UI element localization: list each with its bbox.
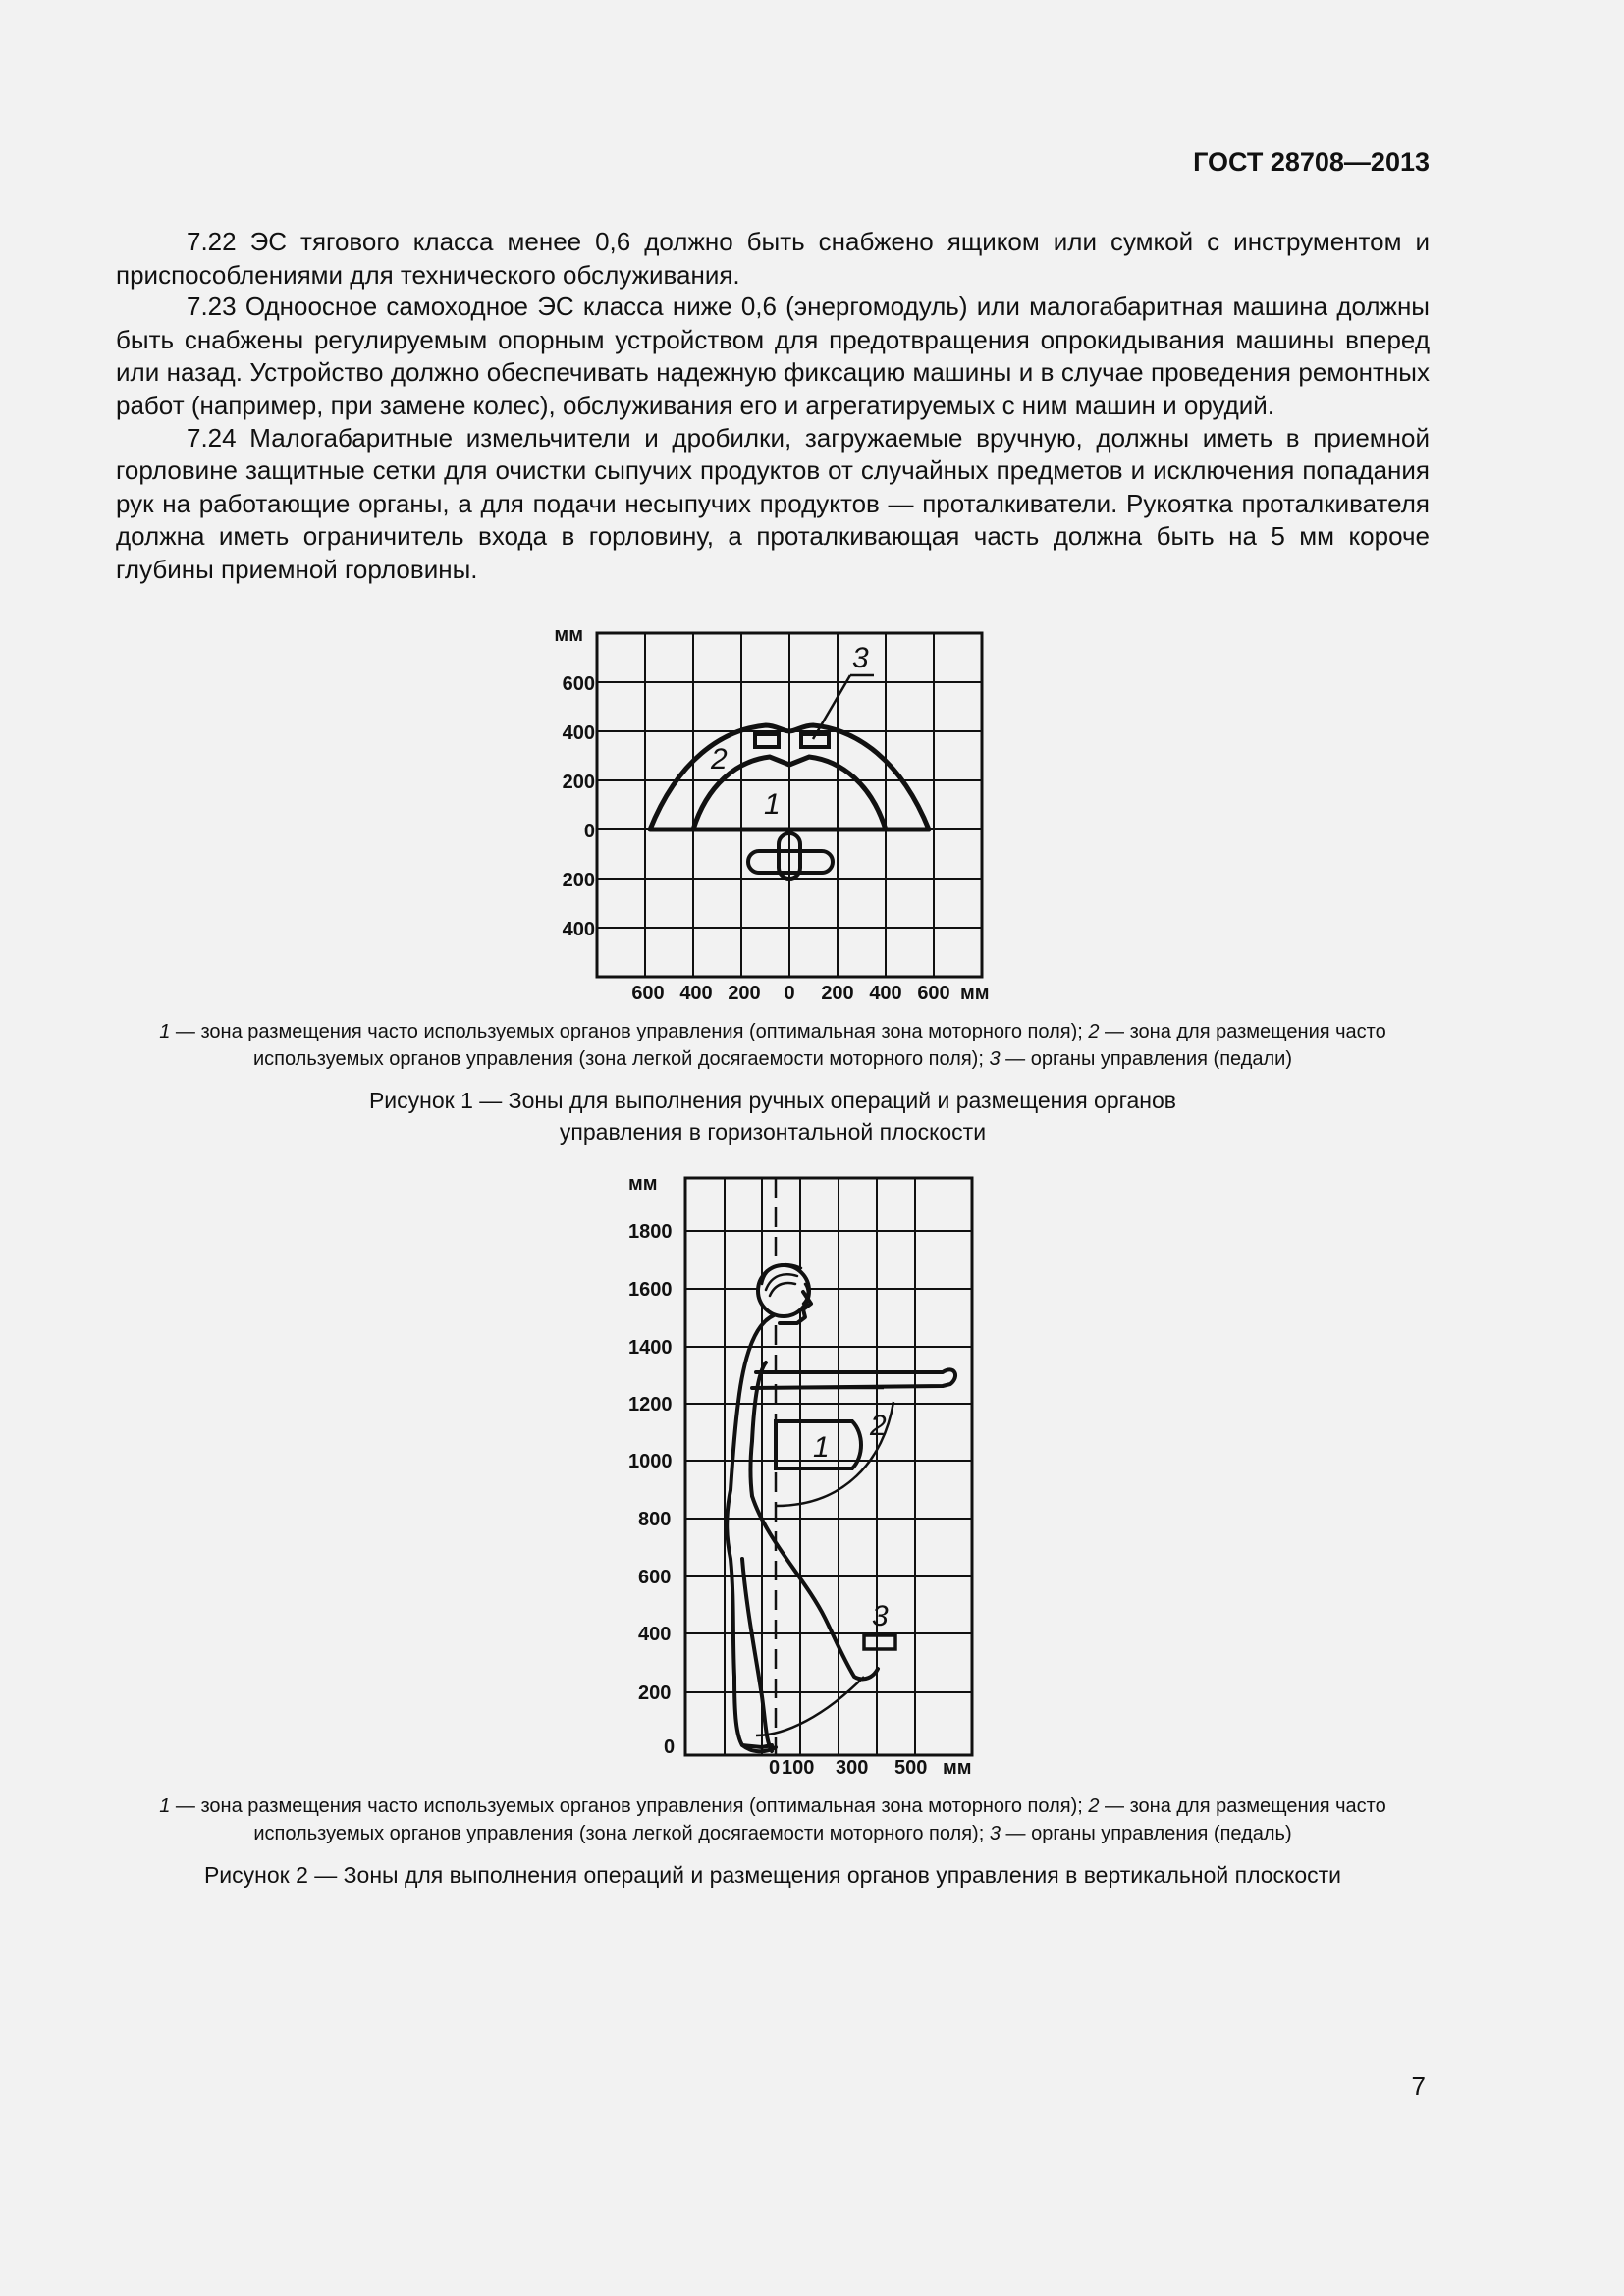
paragraph-7-23: 7.23 Одноосное самоходное ЭС класса ниже 0,6 (энергомодуль) или малогабаритная машина должны быть снабжены регулируемым опорным устройством для предотвращения опрокидывания машины вперед или назад. Устройство должно обеспечивать надежную фиксацию машины и в случае проведения ремонтных работ (например, при замене колес), обслуживания его и агрегатируемых с ним машин и орудий. [116, 292, 1430, 420]
paragraph-7-22: 7.22 ЭС тягового класса менее 0,6 должно быть снабжено ящиком или сумкой с инструментом и приспособлениями для технического обслуживания. [116, 227, 1430, 290]
y-tick: 1400 [628, 1337, 673, 1359]
x-tick: 0 [784, 983, 795, 1004]
arm-upper [751, 1362, 767, 1496]
y-tick: 1800 [628, 1221, 673, 1243]
figure-1-legend: 1 — зона размещения часто используемых органов управления (оптимальная зона моторного поля); 2 — зона для размещения часто используемых органов управления (зона легкой досягаемости моторного поля); 3 — органы управления (педали) [159, 1021, 1386, 1070]
figure-2-legend: 1 — зона размещения часто используемых органов управления (оптимальная зона моторного поля); 2 — зона для размещения часто используемых органов управления (зона легкой досягаемости моторного поля); 3 — органы управления (педаль) [159, 1795, 1386, 1844]
zone-2-lower-arc [756, 1677, 864, 1735]
arm-extended [752, 1369, 955, 1388]
control-rect-left [755, 734, 779, 747]
figure-1-x-ticks [631, 983, 989, 1004]
zone-label-2: 2 [870, 1410, 887, 1442]
y-tick: 600 [638, 1567, 672, 1588]
x-tick: 600 [631, 983, 665, 1004]
y-tick: 0 [664, 1736, 676, 1758]
y-tick: 200 [638, 1682, 672, 1704]
x-tick: 200 [821, 983, 854, 1004]
zone-label-1: 1 [813, 1431, 830, 1464]
figure-1-y-ticks [563, 673, 595, 940]
y-tick: 1600 [628, 1279, 673, 1301]
x-tick: 600 [917, 983, 950, 1004]
figure-1-diagram [530, 623, 1011, 1016]
y-axis-unit: мм [554, 624, 583, 646]
y-tick: 800 [638, 1509, 672, 1530]
pedal-rect [864, 1635, 895, 1649]
figure-1-title: Рисунок 1 — Зоны для выполнения ручных операций и размещения органов управления в горизонтальной плоскости [368, 1088, 1177, 1145]
y-tick: 200 [562, 870, 595, 891]
y-tick: 400 [562, 919, 595, 940]
y-tick: 200 [562, 772, 595, 793]
x-tick: 400 [869, 983, 902, 1004]
paragraph-7-24: 7.24 Малогабаритные измельчители и дробилки, загружаемые вручную, должны иметь в приемной горловине защитные сетки для очистки сыпучих продуктов от случайных предметов и исключения попадания рук на работающие органы, а для подачи несыпучих продуктов — проталкиватели. Рукоятка проталкивателя должна иметь ограничитель входа в горловину, а проталкивающая часть должна быть на 5 мм короче глубины приемной горловины. [116, 422, 1430, 584]
zone-label-2: 2 [711, 743, 728, 775]
x-tick: 400 [679, 983, 713, 1004]
figure-1-grid [597, 633, 982, 977]
x-axis-unit: мм [960, 983, 990, 1004]
zone-label-3: 3 [852, 642, 869, 674]
y-tick: 1200 [628, 1394, 673, 1415]
x-tick: 300 [836, 1757, 869, 1779]
y-tick: 0 [583, 821, 595, 842]
y-tick: 1000 [628, 1451, 673, 1472]
figure-2-x-ticks [769, 1757, 972, 1779]
zone-label-1: 1 [764, 788, 781, 821]
y-tick: 600 [562, 673, 595, 695]
y-tick: 400 [638, 1624, 672, 1645]
y-axis-unit: мм [628, 1173, 658, 1195]
leg-front [752, 1496, 878, 1679]
x-tick: 100 [782, 1757, 815, 1779]
x-tick: 500 [894, 1757, 928, 1779]
x-axis-unit: мм [943, 1757, 972, 1779]
page-number: 7 [1411, 2071, 1426, 2101]
figure-2-title: Рисунок 2 — Зоны для выполнения операций и размещения органов управления в вертикальной плоскости [203, 1862, 1342, 1888]
zone-label-3: 3 [872, 1600, 889, 1632]
body-text [116, 226, 1430, 587]
figure-2-diagram [569, 1166, 1001, 1785]
y-tick: 400 [562, 722, 595, 744]
document-header: ГОСТ 28708—2013 [1193, 147, 1430, 177]
x-tick: 200 [728, 983, 761, 1004]
leg-back [742, 1559, 772, 1751]
figure-2-y-ticks [628, 1221, 675, 1758]
x-tick: 0 [769, 1757, 781, 1779]
